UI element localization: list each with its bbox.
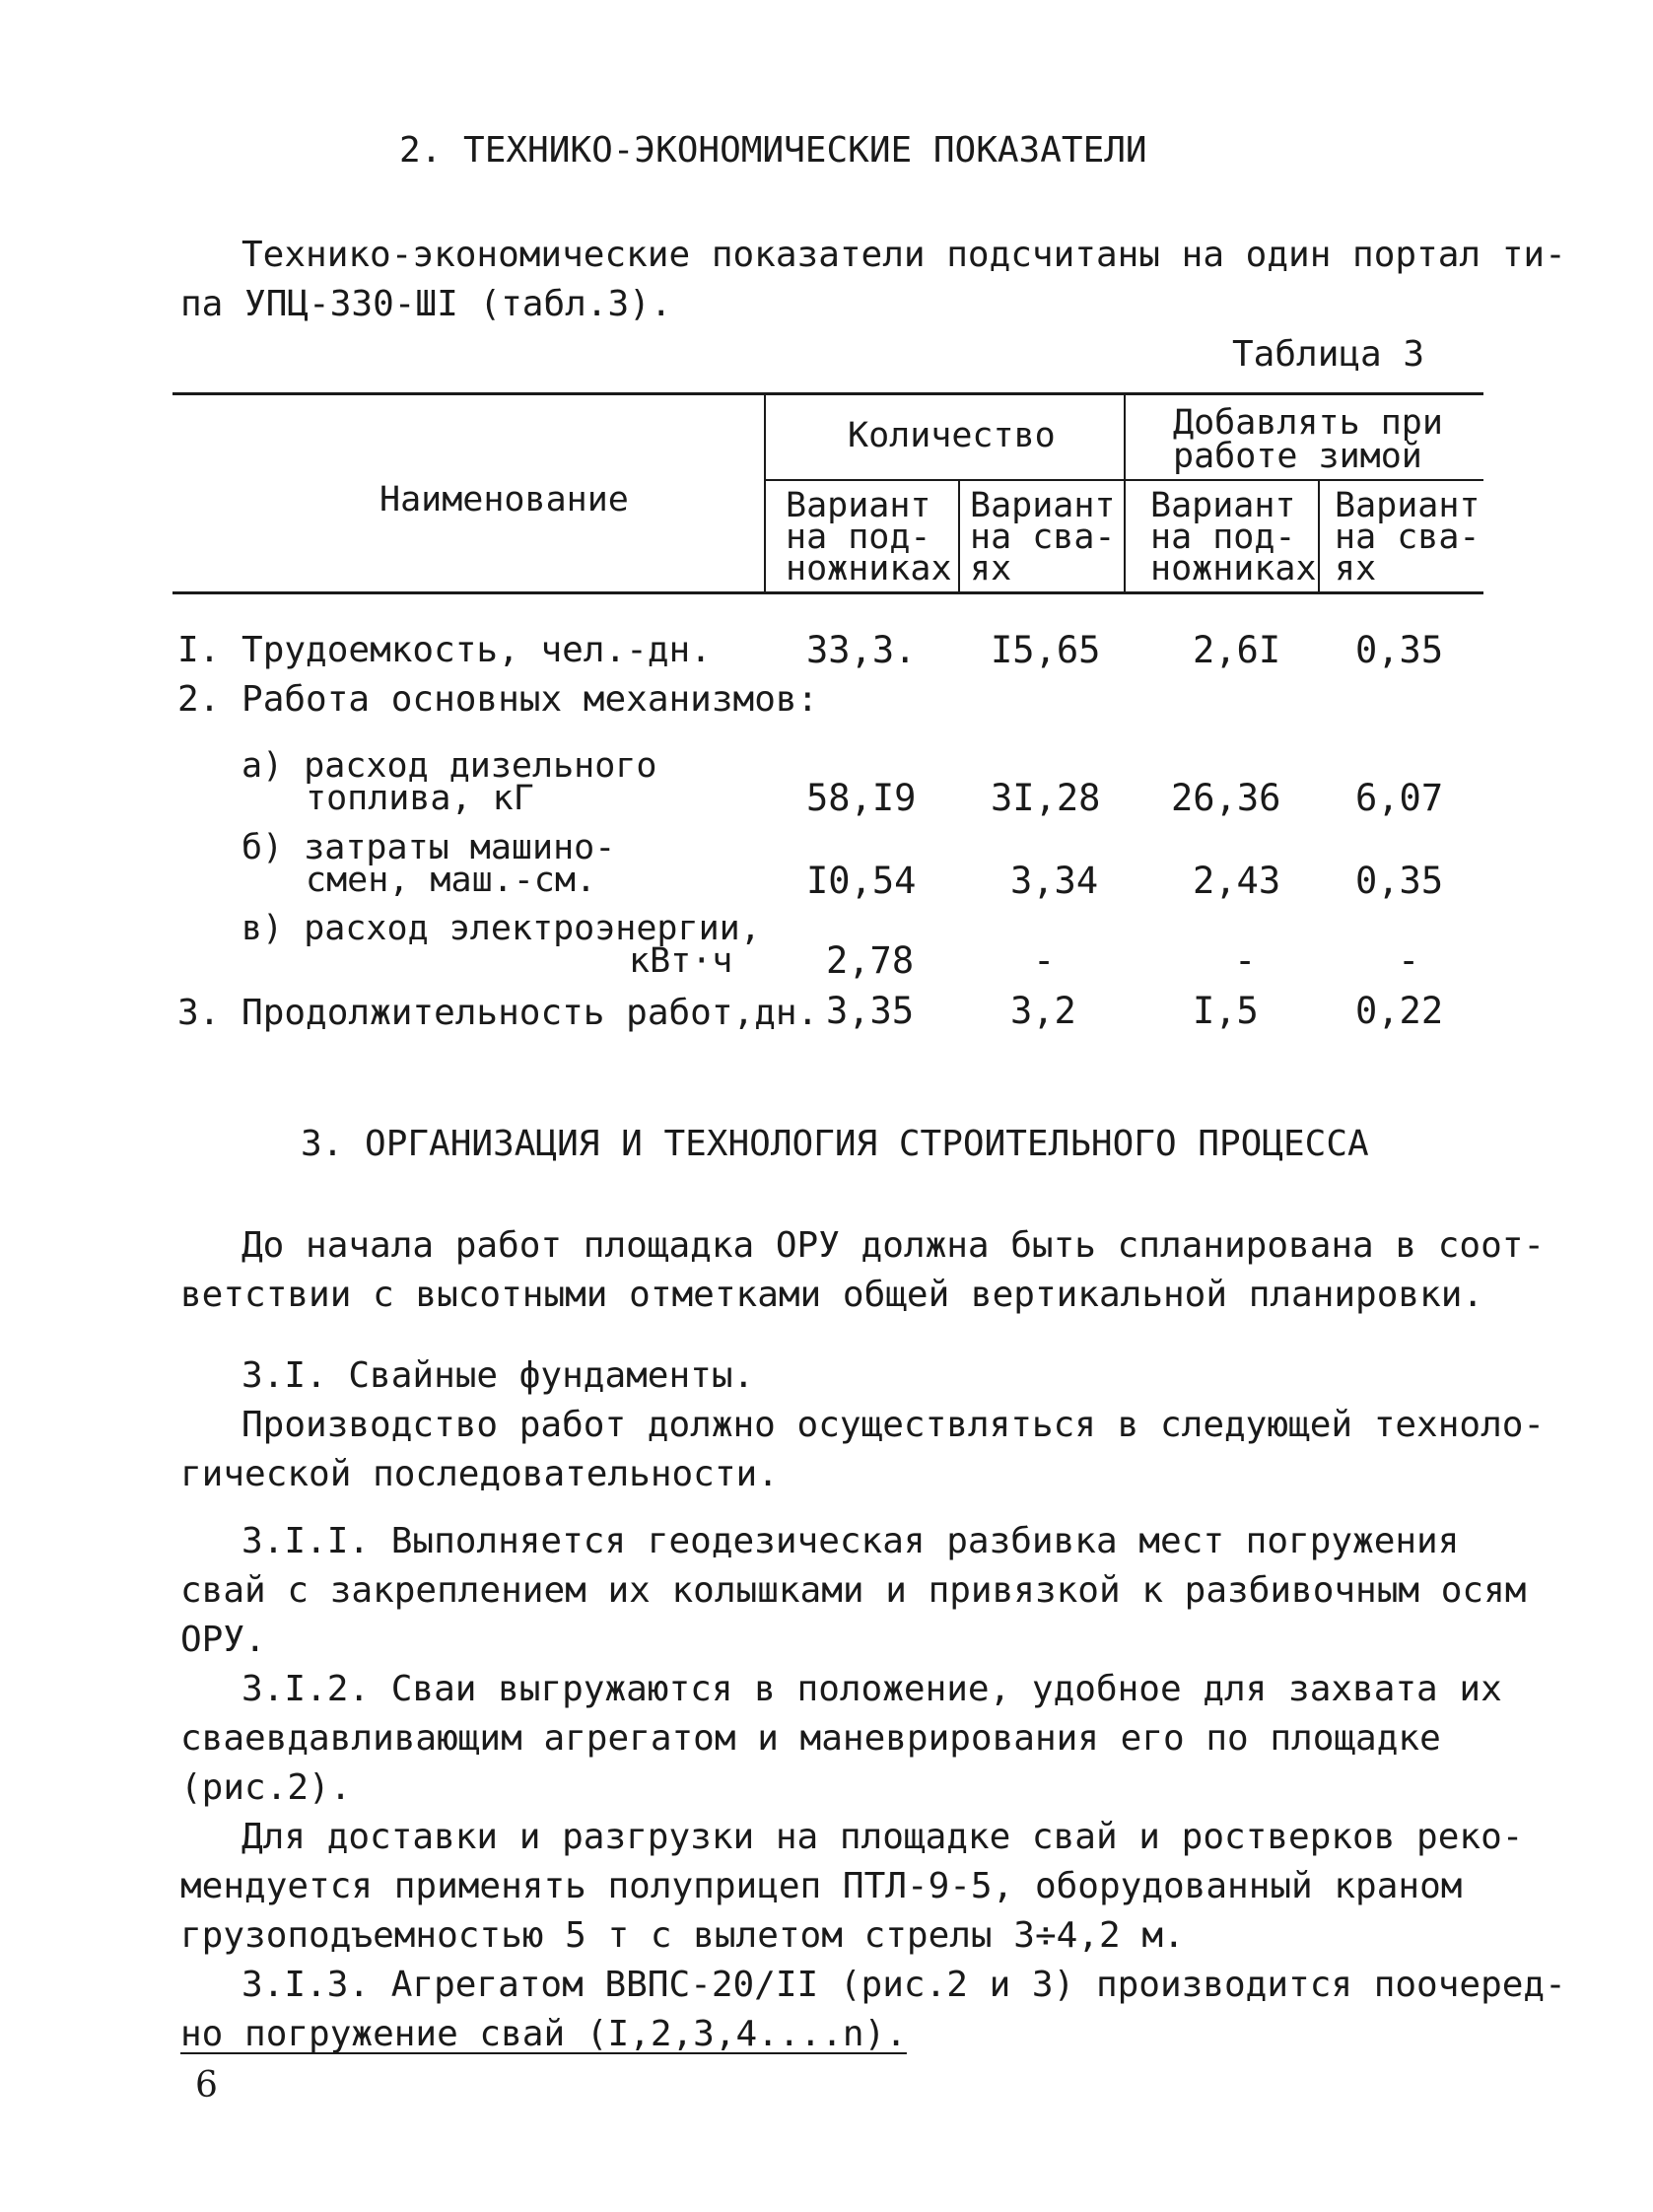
row-label-line-2: кВт·ч [629,941,733,981]
row-label-line-1: б) затраты машино- [241,828,616,867]
paragraph-line: (рис.2). [180,1767,352,1808]
header-winter-piles-line-1: Вариант [1335,486,1481,525]
paragraph-line: мендуется применять полуприцеп ПТЛ-9-5, оборудованный краном [180,1866,1463,1906]
cell-value: 2,43 [1193,860,1281,902]
paragraph-line: ОРУ. [180,1620,266,1660]
cell-value: 3I,28 [991,777,1101,819]
table-vline-3 [1124,394,1126,591]
cell-value: 3,35 [826,990,915,1032]
row-label-line-1: в) расход электроэнергии, [241,909,761,948]
header-winter-footings-line-3: ножниках [1150,549,1317,588]
paragraph-line: 3.I.I. Выполняется геодезическая разбивка мест погружения [241,1521,1460,1561]
table-header-bottom-rule [172,591,1483,594]
cell-value: 58,I9 [806,777,917,819]
cell-value: 3,34 [1010,860,1099,902]
paragraph-line: 3.I.3. Агрегатом ВВПС-20/II (рис.2 и 3) производится поочеред- [241,1965,1566,2005]
paragraph-line: Производство работ должно осуществляться в следующей техноло- [241,1405,1546,1445]
subsection-title: 3.I. Свайные фундаменты. [241,1355,755,1396]
row-label-line-2: топлива, кГ [306,779,534,818]
header-winter-footings-line-2: на под- [1150,518,1296,557]
row-label: 3. Продолжительность работ,дн. [177,993,819,1033]
cell-value: 0,22 [1355,990,1444,1032]
cell-value: 2,78 [826,939,915,982]
header-qty-piles-line-3: ях [970,549,1012,588]
paragraph-line: грузоподъемностью 5 т с вылетом стрелы 3÷4,2 м. [180,1915,1185,1956]
row-label-line-1: а) расход дизельного [241,746,657,786]
header-qty-footings-line-1: Вариант [786,486,931,525]
row-label: 2. Работа основных механизмов: [177,679,819,720]
paragraph-line: сваевдавливающим агрегатом и маневрирования его по площадке [180,1718,1441,1759]
table-caption: Таблица 3 [1232,334,1425,375]
header-winter-line-1: Добавлять при [1173,403,1443,443]
header-winter-piles-line-2: на сва- [1335,518,1481,557]
cell-value: - [1234,939,1257,982]
header-winter-footings-line-1: Вариант [1150,486,1296,525]
cell-value: - [1033,939,1056,982]
header-winter-piles-line-3: ях [1335,549,1377,588]
paragraph-line: До начала работ площадка ОРУ должна быть спланирована в соот- [241,1225,1546,1266]
paragraph-line: свай с закреплением их колышками и привязкой к разбивочным осям [180,1570,1527,1611]
cell-value: 2,6I [1193,629,1281,671]
row-label: I. Трудоемкость, чел.-дн. [177,630,712,670]
table-vline-2 [958,479,960,591]
header-qty-piles-line-2: на сва- [970,518,1116,557]
cell-value: I0,54 [806,860,917,902]
intro-line-1: Технико-экономические показатели подсчитаны на один портал ти- [241,235,1566,275]
table-vline-4 [1318,479,1320,591]
intro-line-2: па УПЦ-330-ШI (табл.3). [180,284,672,324]
cell-value: - [1398,939,1420,982]
paragraph-line-underlined: но погружение свай (I,2,3,4....n). [180,2014,907,2054]
cell-value: 33,3. [806,629,917,671]
cell-value: 26,36 [1171,777,1281,819]
paragraph-line: Для доставки и разгрузки на площадке свай и ростверков реко- [241,1817,1524,1857]
paragraph-line: гической последовательности. [180,1454,779,1494]
paragraph-line: ветствии с высотными отметками общей вертикальной планировки. [180,1275,1484,1315]
header-qty-footings-line-2: на под- [786,518,931,557]
cell-value: 6,07 [1355,777,1444,819]
section-3-heading: 3. ОРГАНИЗАЦИЯ И ТЕХНОЛОГИЯ СТРОИТЕЛЬНОГО ПРОЦЕССА [301,1124,1369,1164]
table-top-rule [172,392,1483,395]
header-qty-footings-line-3: ножниках [786,549,952,588]
page-number: 6 [195,2065,218,2106]
cell-value: I5,65 [991,629,1101,671]
row-label-line-2: смен, маш.-см. [306,861,597,900]
table-vline-1 [764,394,766,591]
cell-value: I,5 [1193,990,1259,1032]
section-2-heading: 2. ТЕХНИКО-ЭКОНОМИЧЕСКИЕ ПОКАЗАТЕЛИ [399,130,1147,171]
header-qty-piles-line-1: Вариант [970,486,1116,525]
cell-value: 0,35 [1355,860,1444,902]
paragraph-line: 3.I.2. Сваи выгружаются в положение, удобное для захвата их [241,1669,1502,1709]
cell-value: 3,2 [1010,990,1076,1032]
header-quantity: Количество [848,416,1056,455]
header-name: Наименование [379,480,629,519]
cell-value: 0,35 [1355,629,1444,671]
header-winter-line-2: работе зимой [1173,437,1422,476]
